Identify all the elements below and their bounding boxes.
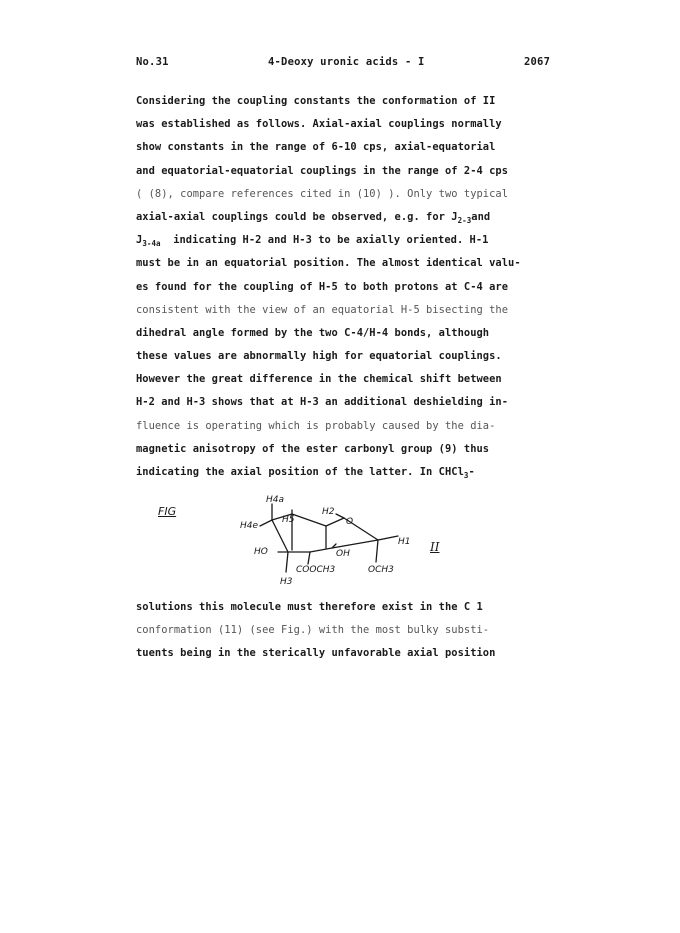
page-number: 2067: [524, 56, 551, 68]
text-line: was established as follows. Axial-axial couplings normally: [136, 118, 502, 131]
h1-bond: [378, 536, 398, 540]
och3-bond: [376, 540, 378, 562]
atom-h2: H2: [322, 507, 335, 517]
paragraph-1: [136, 90, 556, 484]
text-line: must be in an equatorial position. The almost identical valu-: [136, 257, 521, 270]
text-segment: -: [468, 466, 475, 478]
subscript: 2-3: [457, 215, 472, 225]
ring-bond: [310, 548, 332, 552]
text-line: [136, 461, 556, 484]
subscript: 3: [463, 471, 469, 480]
atom-cooch3: COOCH3: [296, 565, 336, 575]
text-line: However the great difference in the chemical shift between: [136, 373, 502, 386]
atom-o: O: [346, 517, 354, 527]
atom-h1: H1: [398, 537, 411, 547]
text-segment: indicating H-2 and H-3 to be axially oriented. H-1: [160, 234, 489, 247]
ring-bond: [292, 514, 326, 526]
running-title: 4-Deoxy uronic acids - I: [268, 56, 425, 68]
subscript: 3-4a: [142, 239, 161, 249]
h2-bond: [336, 514, 344, 518]
text-segment: and: [471, 210, 491, 223]
text-line: conformation (11) (see Fig.) with the most bulky substi-: [136, 624, 490, 637]
ring-bond: [326, 518, 344, 526]
text-segment: J: [136, 234, 143, 247]
text-line: [136, 229, 556, 252]
page-label: No.31: [136, 56, 169, 68]
figure-label: FIG: [158, 505, 177, 518]
cooch3-bond: [308, 552, 310, 564]
atom-oh: OH: [336, 549, 350, 559]
ring-bond: [332, 540, 378, 548]
atom-h3: H3: [280, 577, 293, 587]
chair-structure-diagram: [230, 492, 430, 588]
h3-bond: [286, 552, 288, 572]
text-line: ( (8), compare references cited in (10) ). Only two typical: [136, 187, 509, 200]
equatorial-bond: [260, 520, 272, 526]
text-line: solutions this molecule must therefore exist in the C 1: [136, 601, 483, 613]
text-line: [136, 206, 556, 229]
text-line: Considering the coupling constants the conformation of II: [136, 95, 496, 107]
text-line: consistent with the view of an equatorial H-5 bisecting the: [136, 303, 509, 316]
text-line: dihedral angle formed by the two C-4/H-4 bonds, although: [136, 326, 490, 339]
text-line: es found for the coupling of H-5 to both protons at C-4 are: [136, 280, 509, 293]
text-line: tuents being in the sterically unfavorable axial position: [136, 647, 496, 660]
compound-number: II: [430, 540, 440, 554]
atom-h4a: H4a: [266, 495, 285, 505]
text-line: these values are abnormally high for equatorial couplings.: [136, 350, 502, 363]
text-segment: indicating the axial position of the latter. In CHCl: [136, 466, 464, 478]
text-line: magnetic anisotropy of the ester carbonyl group (9) thus: [136, 442, 490, 455]
text-line: fluence is operating which is probably caused by the dia-: [136, 419, 496, 432]
paragraph-2: [136, 596, 556, 666]
text-segment: axial-axial couplings could be observed, e.g. for J: [136, 210, 458, 223]
text-line: and equatorial-equatorial couplings in the range of 2-4 cps: [136, 164, 509, 177]
atom-ho: HO: [254, 547, 268, 557]
atom-h4e: H4e: [240, 521, 259, 531]
atom-h5: H5: [282, 515, 295, 525]
text-line: H-2 and H-3 shows that at H-3 an additional deshielding in-: [136, 396, 509, 409]
text-line: show constants in the range of 6-10 cps, axial-equatorial: [136, 141, 496, 154]
atom-och3: OCH3: [368, 565, 394, 575]
